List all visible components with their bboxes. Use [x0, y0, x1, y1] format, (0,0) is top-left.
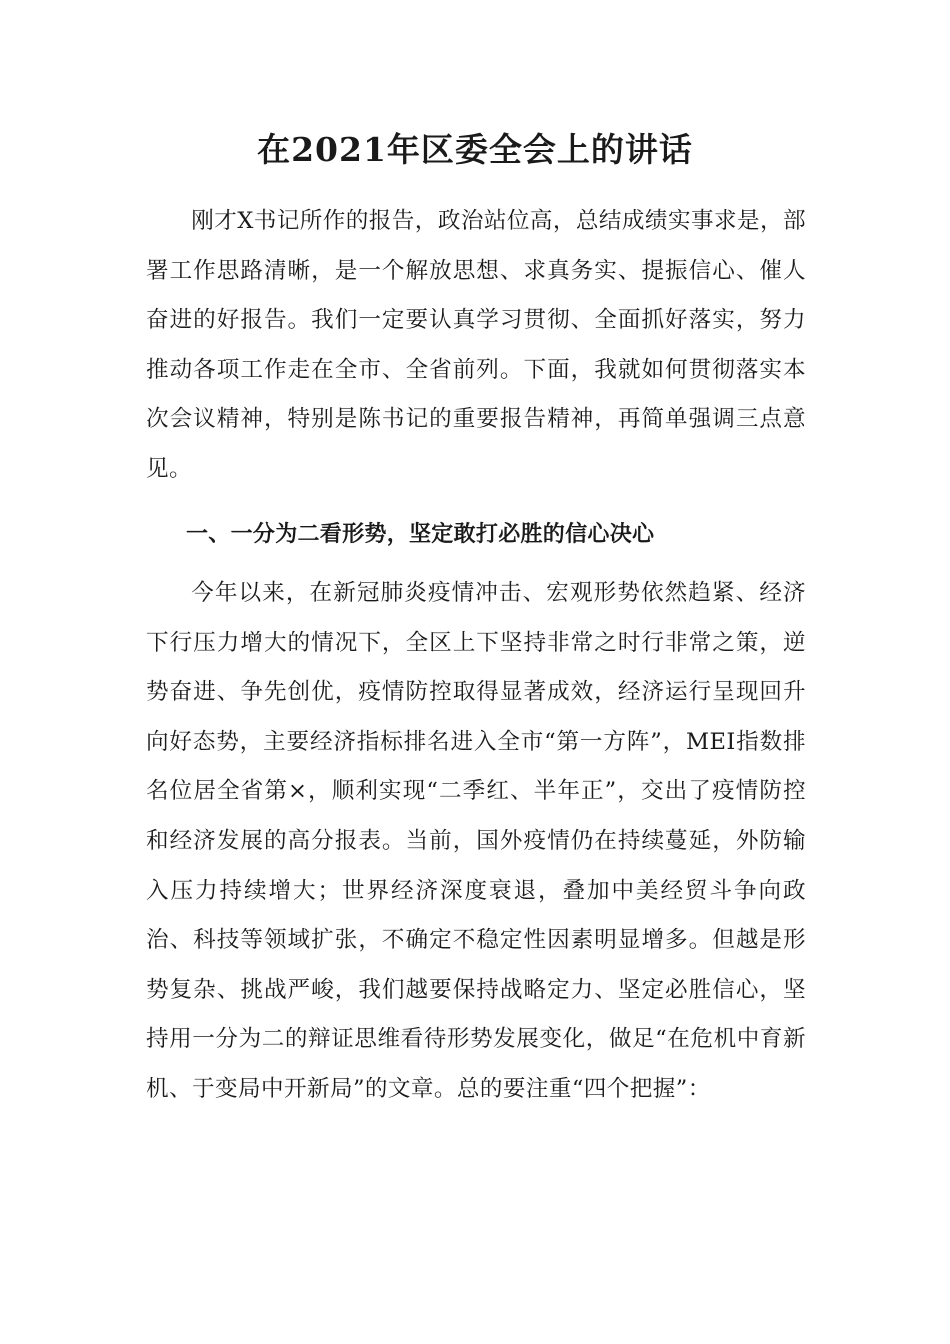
document-title: 在2021年区委全会上的讲话	[257, 130, 693, 169]
intro-paragraph: 刚才X书记所作的报告，政治站位高，总结成绩实事求是，部署工作思路清晰，是一个解放思想、求真务实、提振信心、催人奋进的好报告。我们一定要认真学习贯彻、全面抓好落实，努力推动各项工作走在全市、全省前列。下面，我就如何贯彻落实本次会议精神，特别是陈书记的重要报告精神，再简单强调三点意见。	[146, 208, 806, 482]
section-paragraph: 今年以来，在新冠肺炎疫情冲击、宏观形势依然趋紧、经济下行压力增大的情况下，全区上下坚持非常之时行非常之策，逆势奋进、争先创优，疫情防控取得显著成效，经济运行呈现回升向好态势，主要经济指标排名进入全市“第一方阵”，MEI指数排名位居全省第×，顺利实现“二季红、半年正”，交出了疫情防控和经济发展的高分报表。当前，国外疫情仍在持续蔓延，外防输入压力持续增大；世界经济深度衰退，叠加中美经贸斗争向政治、科技等领域扩张，不确定不稳定性因素明显增多。但越是形势复杂、挑战严峻，我们越要保持战略定力、坚定必胜信心，坚持用一分为二的辩证思维看待形势发展变化，做足“在危机中育新机、于变局中开新局”的文章。总的要注重“四个把握”：	[146, 580, 806, 1102]
section-heading: 一、一分为二看形势，坚定敢打必胜的信心决心	[186, 522, 655, 547]
